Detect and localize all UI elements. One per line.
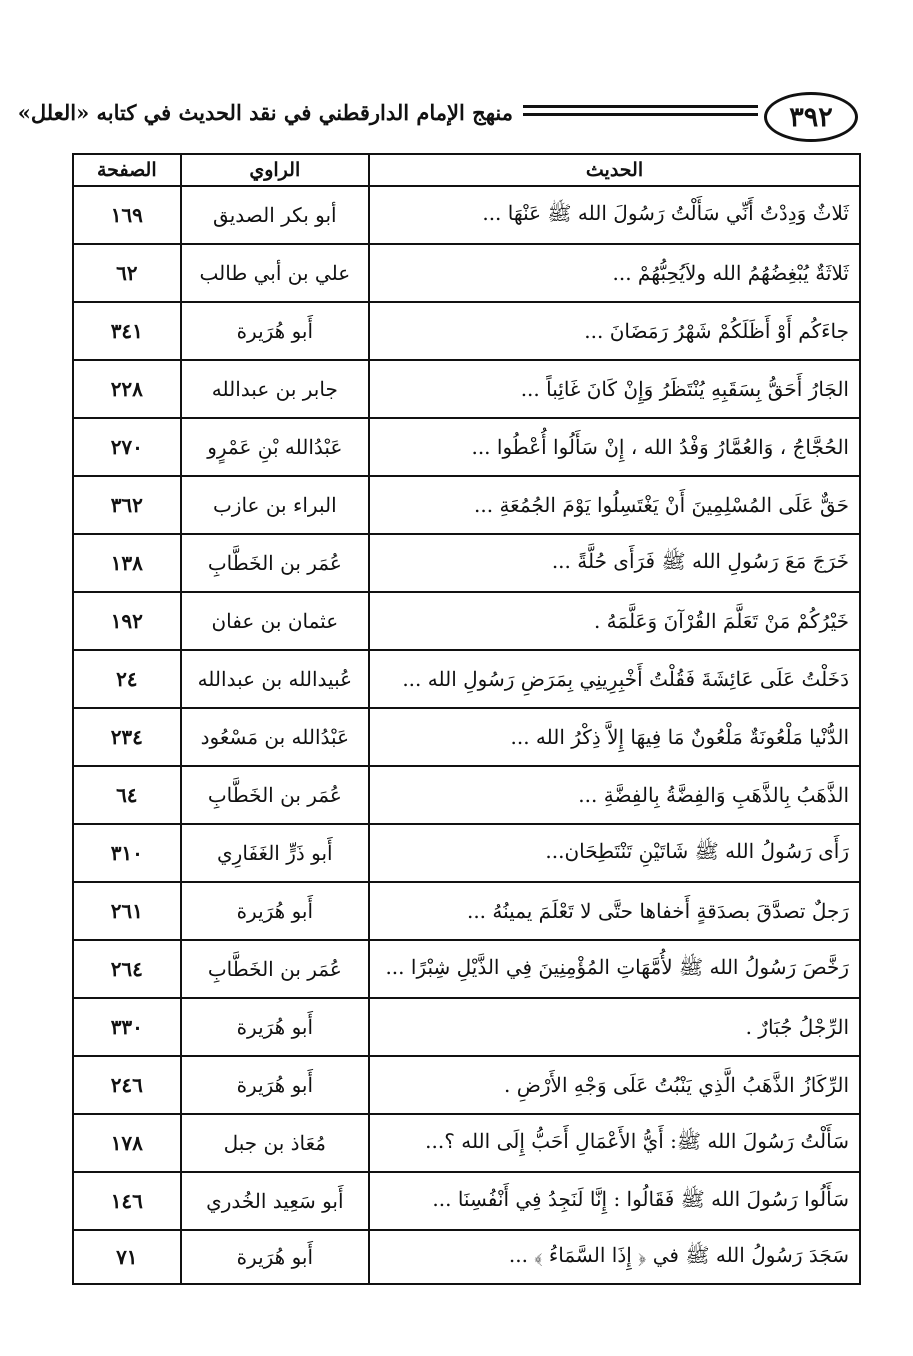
table-row	[73, 418, 860, 476]
page-cell: ١٩٢	[73, 592, 181, 650]
hadith-cell: الحُجَّاجُ ، وَالعُمَّارُ وَفْدُ الله ، إِنْ سَأَلُوا أُعْطُوا ...	[369, 418, 860, 476]
column-header-page: الصفحة	[73, 154, 181, 186]
page-cell: ٦٢	[73, 244, 181, 302]
page-cell: ١٧٨	[73, 1114, 181, 1172]
narrator-cell: أَبو ذَرٍّ الغَفَارِي	[181, 824, 369, 882]
page-cell: ٢٢٨	[73, 360, 181, 418]
narrator-cell: أَبو هُرَيرة	[181, 998, 369, 1056]
hadith-cell: سَجَدَ رَسُولُ الله ﷺ في ﴿ إِذَا السَّمَاءُ ﴾ ...	[369, 1230, 860, 1284]
hadith-cell: رَجلٌ تصدَّقَ بصدَقةٍ أَخفاها حتَّى لا تَعْلَمَ يمينُهُ ...	[369, 882, 860, 940]
table-row	[73, 1114, 860, 1172]
narrator-cell: أَبو هُرَيرة	[181, 1056, 369, 1114]
narrator-cell: عثمان بن عفان	[181, 592, 369, 650]
table-body	[73, 186, 860, 1284]
narrator-cell: علي بن أبي طالب	[181, 244, 369, 302]
narrator-cell: عَبْدُالله بْنِ عَمْرٍو	[181, 418, 369, 476]
hadith-cell: الجَارُ أَحَقُّ بِسَقَبِهِ يُنْتَظَرُ وَإِنْ كَانَ غَائِباً ...	[369, 360, 860, 418]
hadith-cell: ثَلاثٌ وَدِدْتُ أَنِّي سَأَلْتُ رَسُولَ الله ﷺ عَنْهَا ...	[369, 186, 860, 244]
column-header-hadith: الحديث	[369, 154, 860, 186]
page-cell: ١٦٩	[73, 186, 181, 244]
page-cell: ٣١٠	[73, 824, 181, 882]
narrator-cell: عُبيدالله بن عبدالله	[181, 650, 369, 708]
table-row	[73, 998, 860, 1056]
hadith-cell: ثَلاثَةٌ يُبْغِضُهُمُ الله ولاَيُحِبُّهُمْ ...	[369, 244, 860, 302]
hadith-cell: خَرَجَ مَعَ رَسُولِ الله ﷺ فَرَأَى حُلَّةً ...	[369, 534, 860, 592]
narrator-cell: أَبو هُرَيرة	[181, 302, 369, 360]
column-header-narrator: الراوي	[181, 154, 369, 186]
narrator-cell: مُعَاذ بن جبل	[181, 1114, 369, 1172]
page-cell: ٧١	[73, 1230, 181, 1284]
page-cell: ٢٣٤	[73, 708, 181, 766]
table-row	[73, 476, 860, 534]
page-cell: ٢٤	[73, 650, 181, 708]
narrator-cell: جابر بن عبدالله	[181, 360, 369, 418]
table-row	[73, 1230, 860, 1284]
table-row	[73, 708, 860, 766]
page-cell: ٢٤٦	[73, 1056, 181, 1114]
table-row	[73, 882, 860, 940]
page-cell: ٢٦٤	[73, 940, 181, 998]
hadith-index-table	[72, 153, 861, 1285]
hadith-cell: الدُّنْيا مَلْعُونَةٌ مَلْعُونٌ مَا فِيهَا إِلاَّ ذِكْرُ الله ...	[369, 708, 860, 766]
table-header-row	[73, 154, 860, 186]
hadith-cell: رَأَى رَسُولُ الله ﷺ شَاتَيْنِ تَنْتَطِحَان...	[369, 824, 860, 882]
page-cell: ٣٤١	[73, 302, 181, 360]
hadith-cell: رَخَّصَ رَسُولُ الله ﷺ لأُمَّهَاتِ المُؤْمِنِينَ فِي الذَّيْلِ شِبْرًا ...	[369, 940, 860, 998]
table-row	[73, 650, 860, 708]
page-cell: ١٤٦	[73, 1172, 181, 1230]
narrator-cell: عَبْدُالله بن مَسْعُود	[181, 708, 369, 766]
hadith-cell: الرِّكَازُ الذَّهَبُ الَّذِي يَنْبُتُ عَلَى وَجْهِ الأَرْضِ .	[369, 1056, 860, 1114]
table-row	[73, 592, 860, 650]
page-cell: ٣٦٢	[73, 476, 181, 534]
header-rule-lines	[523, 105, 758, 127]
page-cell: ١٣٨	[73, 534, 181, 592]
running-title: منهج الإمام الدارقطني في نقد الحديث في كتابه «العلل»	[17, 100, 513, 125]
table-row	[73, 766, 860, 824]
page-number-oval	[764, 92, 858, 142]
narrator-cell: أَبو سَعِيد الخُدري	[181, 1172, 369, 1230]
table-row	[73, 360, 860, 418]
table-row	[73, 1172, 860, 1230]
narrator-cell: أَبو هُرَيرة	[181, 1230, 369, 1284]
narrator-cell: أبو بكر الصديق	[181, 186, 369, 244]
table-row	[73, 1056, 860, 1114]
narrator-cell: عُمَر بن الخَطَّابِ	[181, 766, 369, 824]
hadith-cell: الذَّهَبُ بِالذَّهَبِ وَالفِضَّةُ بِالفِضَّةِ ...	[369, 766, 860, 824]
narrator-cell: البراء بن عازب	[181, 476, 369, 534]
page-cell: ٢٦١	[73, 882, 181, 940]
narrator-cell: أَبو هُرَيرة	[181, 882, 369, 940]
running-header	[17, 92, 858, 150]
hadith-cell: دَخَلْتُ عَلَى عَائِشَةَ فَقُلْتُ أَخْبِرِينِي بِمَرَضِ رَسُولِ الله ...	[369, 650, 860, 708]
narrator-cell: عُمَر بن الخَطَّابِ	[181, 534, 369, 592]
hadith-cell: حَقٌّ عَلَى المُسْلِمِينَ أَنْ يَغْتَسِلُوا يَوْمَ الجُمُعَةِ ...	[369, 476, 860, 534]
page-cell: ٦٤	[73, 766, 181, 824]
header-rule	[523, 113, 758, 116]
table-row	[73, 302, 860, 360]
narrator-cell: عُمَر بن الخَطَّابِ	[181, 940, 369, 998]
hadith-cell: سَأَلْتُ رَسُولَ الله ﷺ: أَيُّ الأَعْمَالِ أَحَبُّ إِلَى الله ؟...	[369, 1114, 860, 1172]
header-rule	[523, 105, 758, 108]
page-cell: ٣٣٠	[73, 998, 181, 1056]
table-row	[73, 244, 860, 302]
table-row	[73, 186, 860, 244]
hadith-cell: سَأَلُوا رَسُولَ الله ﷺ فَقَالُوا : إِنَّا لَنَجِدُ فِي أَنْفُسِنَا ...	[369, 1172, 860, 1230]
hadith-cell: جاءَكُم أَوْ أَظَلَكُمْ شَهْرُ رَمَضَانَ ...	[369, 302, 860, 360]
table-row	[73, 534, 860, 592]
table-row	[73, 940, 860, 998]
page-cell: ٢٧٠	[73, 418, 181, 476]
hadith-cell: خَيْرُكُمْ مَنْ تَعَلَّمَ القُرْآنَ وَعَلَّمَهُ .	[369, 592, 860, 650]
hadith-cell: الرِّجْلُ جُبَارٌ .	[369, 998, 860, 1056]
table-row	[73, 824, 860, 882]
page-number: ٣٩٢	[789, 101, 833, 133]
